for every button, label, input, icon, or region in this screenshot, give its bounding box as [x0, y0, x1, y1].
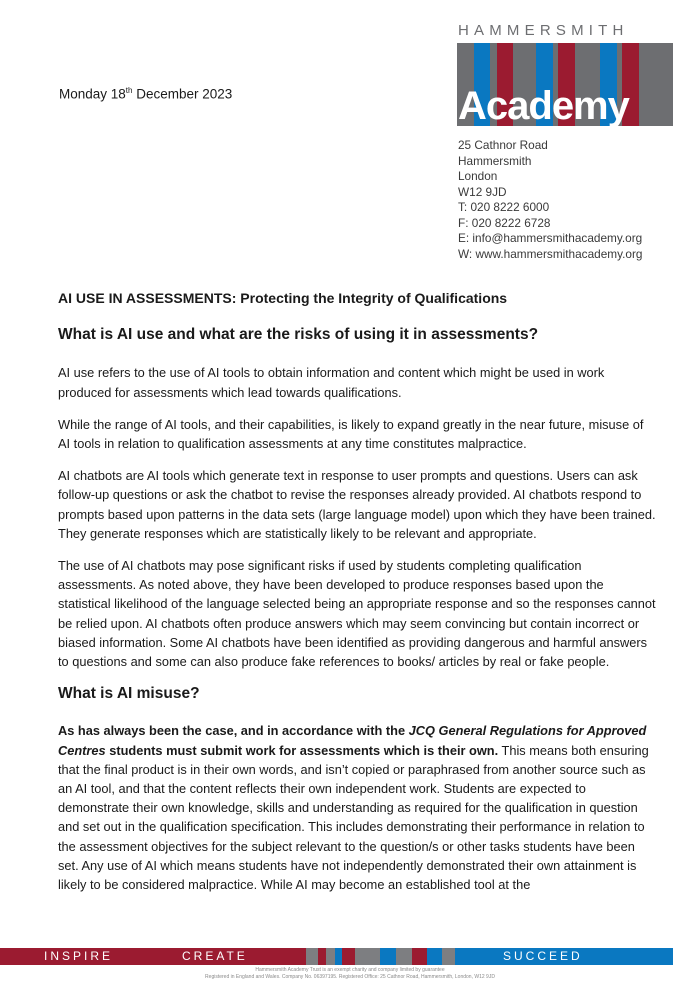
address-email[interactable]: E: info@hammersmithacademy.org [458, 231, 643, 245]
footer-word-create: CREATE [182, 949, 248, 963]
footer-segment-grey [306, 948, 318, 965]
address-phone: T: 020 8222 6000 [458, 200, 550, 214]
address-line: W12 9JD [458, 184, 507, 199]
address-line: London [458, 169, 498, 183]
footer-segment-grey [396, 948, 412, 965]
footer-legal-line-2: Registered in England and Wales. Company No. 06397195. Registered Office: 25 Cathnor Road, Hammersmith, London, W12 9JD [205, 974, 495, 980]
footer-segment-blue [335, 948, 342, 965]
footer-segment-grey [326, 948, 335, 965]
paragraph: While the range of AI tools, and their capabilities, is likely to expand greatly in the near future, misuse of AI tools in relation to qualification assessments at any time constitutes malpractice. [58, 416, 644, 452]
bold-intro: As has always been the case, and in accordance with the [58, 723, 409, 739]
date-suffix: th [125, 86, 133, 95]
footer-segment-blue [427, 948, 442, 965]
paragraph: AI chatbots are AI tools which generate text in response to user prompts and questions. Users can ask follow-up questions or ask the chatbot to revise the responses already provided. AI chatbots respond to prompts based upon patterns in the data sets (large language model) upon which they have been trained. They generate responses which are statistically likely to be relevant and appropriate. [58, 468, 656, 541]
footer-segment-red [342, 948, 355, 965]
date-rest: December 2023 [132, 86, 233, 102]
footer-segment-grey [355, 948, 380, 965]
document-title: AI USE IN ASSESSMENTS: Protecting the Integrity of Qualifications [58, 290, 508, 306]
section-heading-ai-use: What is AI use and what are the risks of using it in assessments? [58, 326, 539, 344]
date-day: Monday 18 [59, 86, 126, 102]
paragraph-body: This means both ensuring that the final product is in their own words, and isn’t copied or paraphrased from another source such as an AI tool, and that the content reflects their own independent work. Students are expected to demonstrate their own knowledge, skills and understanding as required for the qualification in question and set out in the qualification specification. This includes demonstrating their performance in relation to the assessment objectives for the subject relevant to the question/s or other tasks students have been set. Any use of AI which means students have not independently demonstrated their own attainment is likely to be considered malpractice. While AI may become an established tool at the [58, 742, 649, 893]
address-website[interactable]: W: www.hammersmithacademy.org [458, 246, 643, 261]
brand-name: HAMMERSMITH [458, 22, 629, 39]
footer-word-inspire: INSPIRE [44, 949, 114, 963]
bold-requirement: students must submit work for assessments which is their own. [105, 742, 499, 758]
address-line: Hammersmith [458, 153, 532, 168]
address-fax: F: 020 8222 6728 [458, 215, 551, 230]
jcq-regulations-reference: JCQ General Regulations for Approved Centres [58, 723, 647, 758]
footer-word-succeed: SUCCEED [503, 949, 583, 963]
logo-academy-text: Academy [458, 84, 629, 126]
school-address [458, 138, 642, 262]
paragraph: AI use refers to the use of AI tools to obtain information and content which might be used in work produced for assessments which lead towards qualifications. [58, 365, 605, 400]
academy-logo [457, 43, 673, 126]
paragraph: The use of AI chatbots may pose significant risks if used by students completing qualification assessments. As noted above, they have been developed to produce responses based upon the statistical likelihood of the language selected being an appropriate response and so the responses cannot be relied upon. AI chatbots often produce answers which may seem convincing but contain incorrect or biased information. Some AI chatbots have been identified as providing dangerous and harmful answers to questions and some can also produce fake references to books/ articles by real or fake people. [58, 558, 656, 670]
footer-segment-grey [442, 948, 455, 965]
footer-segment-red [318, 948, 326, 965]
letter-date [59, 86, 232, 102]
footer-legal-line-1: Hammersmith Academy Trust is an exempt charity and company limited by guarantee [255, 967, 445, 973]
footer-segment-red [412, 948, 427, 965]
footer-segment-blue [380, 948, 396, 965]
address-line: 25 Cathnor Road [458, 138, 548, 152]
section-heading-ai-misuse: What is AI misuse? [58, 685, 200, 703]
paragraph-ai-misuse [58, 721, 658, 894]
document-body [58, 289, 658, 907]
